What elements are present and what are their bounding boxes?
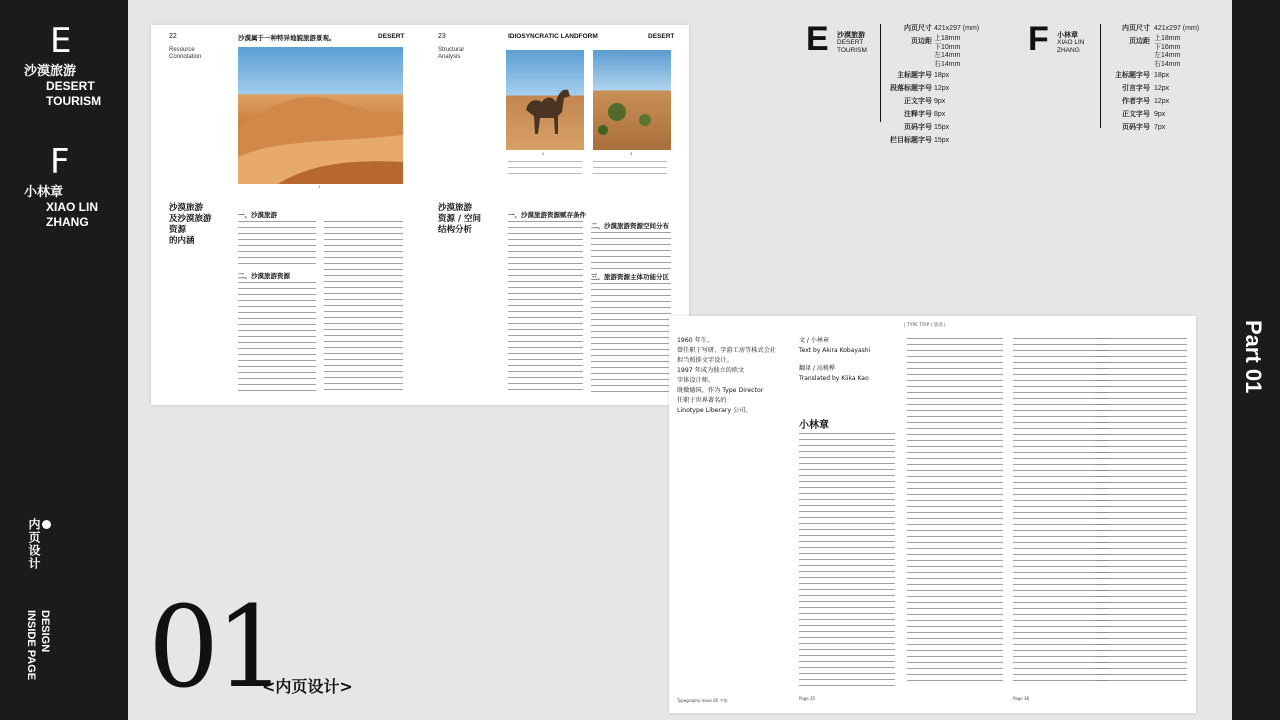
spec-label: 注释字号 (904, 110, 932, 118)
body-text-block (238, 221, 316, 267)
author-intro-line: 字体设计师。 (677, 377, 715, 384)
subheading: 二、沙漠旅游资源空间分布 (591, 222, 669, 230)
credit-line: Text by Akira Kobayashi (799, 347, 871, 354)
body-text-column (799, 433, 895, 686)
body-text-block (591, 232, 671, 270)
spec-block-f (1028, 22, 1218, 162)
spec-label: 页边距 (1129, 37, 1150, 45)
spec-value: 12px (934, 85, 950, 92)
running-tag: DESERT (378, 33, 405, 40)
spec-label: 页码字号 (904, 123, 932, 131)
spec-value: 12px (1154, 85, 1170, 92)
spread-xiaolin (669, 316, 1196, 713)
subheading: 一、沙漠旅游资源赋存条件 (508, 211, 586, 219)
spec-e-values (934, 22, 994, 147)
page-number: 23 (438, 33, 446, 40)
credits (799, 336, 870, 384)
chapter-title (438, 203, 481, 236)
spec-e-letter: E (806, 20, 829, 58)
spec-value: 15px (934, 124, 950, 131)
f-title-en-2: ZHANG (46, 215, 89, 229)
spec-value: 12px (1154, 98, 1170, 105)
spec-value: 左14mm (1154, 52, 1181, 59)
author-intro-line: 1960 年生， (677, 337, 714, 344)
f-title-en-1: XIAO LIN (46, 200, 99, 214)
section-en-1: Structural (438, 47, 464, 53)
spec-f-labels (1080, 22, 1150, 134)
figure-number: 2 (542, 152, 545, 156)
spec-value: 上18mm (934, 35, 961, 42)
credit-line: Translated by Kiika Kao (799, 375, 869, 382)
chapter-title-line: 沙漠旅游 (438, 203, 473, 213)
author-intro-line: 担当照排文字设计。 (677, 357, 733, 364)
spec-label: 内页尺寸 (1122, 24, 1150, 32)
page-number: 22 (169, 33, 177, 40)
author-intro-line: Linotype Liberary 公司。 (677, 407, 752, 414)
figure-number: 3 (630, 152, 633, 156)
spec-label: 页码字号 (1122, 123, 1150, 131)
body-text-block (508, 221, 583, 393)
f-title-cn: 小林章 (24, 185, 64, 200)
spec-label: 段落标题字号 (890, 84, 932, 92)
spec-value: 18px (1154, 72, 1170, 79)
vertical-label-cn: 内页设计 (27, 518, 41, 570)
e-title-en-1: DESERT (46, 79, 95, 93)
spec-label: 页边距 (911, 37, 932, 45)
spec-e-en-1: DESERT (837, 39, 864, 46)
spec-f-values (1154, 22, 1218, 134)
spec-value: 右14mm (934, 60, 961, 68)
subheading: 三、旅游资源主体功能分区 (591, 273, 669, 281)
subheading: 一、沙漠旅游 (238, 211, 277, 219)
chapter-title-line: 的内涵 (169, 236, 195, 246)
figure-number: 1 (318, 185, 321, 189)
vertical-label-en-1: INSIDE PAGE (25, 610, 37, 681)
body-text-column (907, 338, 1003, 686)
chapter-title-line: 沙漠旅游 (169, 203, 204, 213)
author-intro-line: 任职于世界著名的 (677, 397, 727, 404)
spec-label: 引言字号 (1122, 84, 1150, 92)
part-label: Part 01 (1241, 320, 1266, 394)
section-en-2: Connotation (169, 54, 202, 60)
spec-f-en-1: XIAO LIN (1057, 39, 1085, 46)
caption-text (508, 161, 582, 179)
spec-value: 9px (1154, 111, 1166, 118)
spec-label: 内页尺寸 (904, 24, 932, 32)
spec-value: 18px (934, 72, 950, 79)
spec-value: 8px (934, 111, 946, 118)
spread-desert (151, 25, 689, 405)
spec-f-en-2: ZHANG (1057, 47, 1080, 54)
body-text-column (1095, 338, 1187, 686)
chapter-title-line: 资源 / 空间 (438, 214, 482, 224)
spec-label: 正文字号 (904, 97, 932, 105)
spec-value: 15px (934, 137, 950, 144)
spec-value: 421x297 (mm) (1154, 25, 1200, 32)
spec-e-labels (862, 22, 932, 147)
spec-value: 421x297 (mm) (934, 25, 980, 32)
big-section-caption: <内页设计> (262, 677, 353, 696)
body-text-block (238, 282, 316, 392)
footer-issue: Typography Issue 05 字体 (677, 698, 728, 703)
left-sidebar (0, 0, 128, 720)
spec-label: 主标题字号 (897, 71, 932, 79)
layout-canvas (128, 0, 1232, 720)
e-title-en-2: TOURISM (46, 94, 102, 108)
author-intro-line: 既做德国，作为 Type Director (677, 387, 764, 394)
spec-e-cn: 沙漠旅游 (837, 31, 865, 39)
chapter-title (169, 203, 212, 247)
body-text-block (324, 221, 403, 392)
credit-line: 翻译 / 高桃桦 (799, 365, 835, 372)
author-intro (677, 336, 776, 416)
section-en-1: Resource (169, 47, 195, 53)
camel-photo (506, 50, 584, 150)
spec-value: 下16mm (1154, 43, 1181, 51)
spec-value: 左14mm (934, 52, 961, 59)
footer-page-left: Page 35 (799, 696, 816, 701)
spec-label: 主标题字号 (1115, 71, 1150, 79)
spec-f-cn: 小林章 (1057, 31, 1078, 39)
running-header: | TYPE TRIP | 旅途 | (904, 323, 946, 328)
chapter-title-line: 资源 (169, 225, 187, 235)
spec-label: 作者字号 (1122, 97, 1150, 105)
footer-page-right: Page 36 (1013, 696, 1030, 701)
spec-label: 正文字号 (1122, 110, 1150, 118)
e-title-cn: 沙漠旅游 (24, 64, 77, 79)
chapter-title-line: 结构分析 (438, 225, 473, 235)
spec-value: 9px (934, 98, 946, 105)
author-intro-line: 1997 年成为独立的欧文 (677, 367, 745, 374)
spec-f-letter: F (1028, 20, 1049, 58)
author-intro-line: 曾任职于写研、字游工房等株式会社 (677, 347, 776, 354)
spec-value: 7px (1154, 124, 1166, 131)
running-head: IDIOSYNCRATIC LANDFORM (508, 33, 598, 40)
chapter-title-line: 及沙漠旅游 (169, 214, 212, 224)
desert-dunes-photo (238, 47, 403, 184)
credit-line: 文 / 小林章 (799, 337, 829, 344)
body-text-block (591, 283, 671, 393)
spec-e-en-2: TOURISM (837, 47, 867, 54)
spec-block-e (806, 22, 986, 162)
spec-label: 栏目标题字号 (890, 136, 932, 144)
spec-value: 上18mm (1154, 35, 1181, 42)
bullet-dot-icon (42, 520, 51, 529)
running-tag: DESERT (648, 33, 675, 40)
article-author-name: 小林章 (799, 420, 829, 431)
section-en-2: Analysis (438, 54, 461, 60)
running-head: 沙漠属于一种特异地貌旅游景观。 (238, 35, 336, 42)
vertical-label-en-2: DESIGN (39, 610, 51, 653)
e-letter: E (50, 21, 72, 61)
f-letter: F (50, 142, 70, 182)
spec-value: 右14mm (1154, 60, 1181, 68)
caption-text (593, 161, 667, 179)
big-section-number: 01 (148, 583, 283, 713)
right-sidebar (1232, 0, 1280, 720)
desert-shrub-photo (593, 50, 671, 150)
spec-value: 下10mm (934, 43, 961, 51)
subheading: 二、沙漠旅游资源 (238, 272, 290, 280)
